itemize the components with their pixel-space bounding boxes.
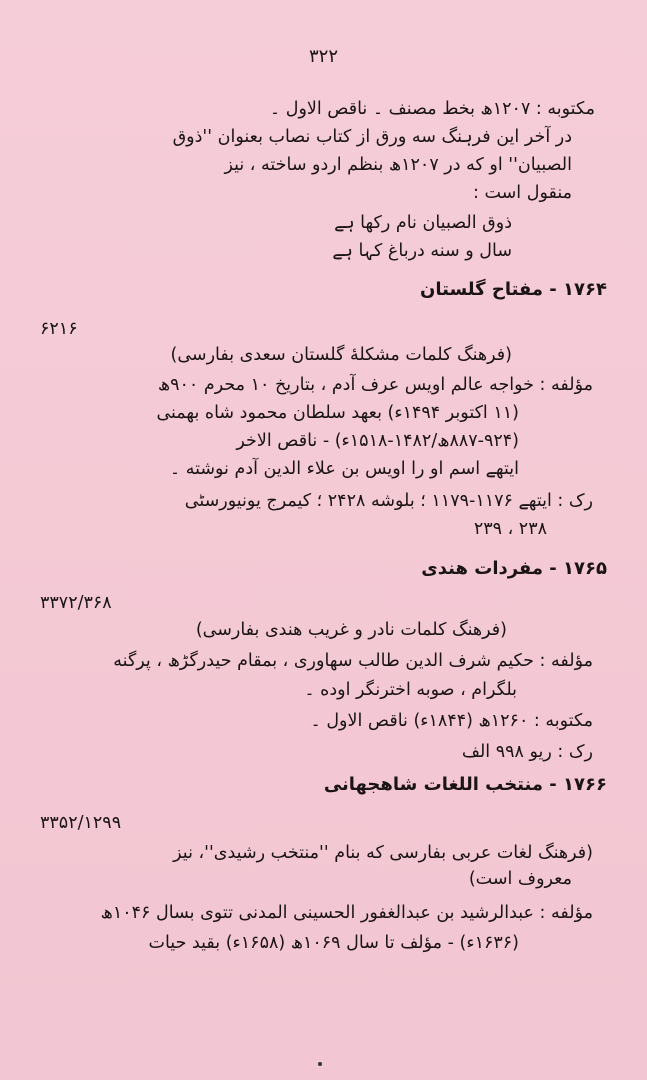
text-line: مؤلفه : خواجه عالم اویس عرف آدم ، بتاریخ ۱۰ محرم ۹۰۰ھ	[157, 375, 593, 395]
text-line: ۲۳۸ ، ۲۳۹	[473, 519, 547, 539]
verse-line: ذوق الصبیان نام رکھا ہے	[334, 213, 512, 233]
text-line: در آخر این فرہنگ سه ورق از کتاب نصاب بعنوان ''ذوق	[172, 127, 572, 147]
text-line: مکتوبه : ۱۲۰۷ھ بخط مصنف ۔ ناقص الاول ۔	[269, 99, 595, 119]
entry-code: ۳۳۷۲/۳۶۸	[40, 593, 112, 613]
text-line: منقول است :	[473, 183, 572, 203]
text-line: مؤلفه : حکیم شرف الدین طالب سهاوری ، بمقام حیدرگڑھ ، پرگنه	[113, 651, 593, 671]
text-line: (۸۸۷-۹۲۴ھ/۱۴۸۲-۱۵۱۸ء) - ناقص الاخر	[236, 431, 519, 451]
text-line: رک : ریو ۹۹۸ الف	[461, 742, 593, 762]
text-line: مؤلفه : عبدالرشید بن عبدالغفور الحسینی المدنی تتوی بسال ۱۰۴۶ھ	[100, 903, 593, 923]
page-number: ۳۲۲	[308, 46, 338, 67]
text-line: (۱۱ اکتوبر ۱۴۹۴ء) بعهد سلطان محمود شاه بهمنی	[156, 403, 519, 423]
verse-line: سال و سنه درباغ کہا ہے	[332, 241, 512, 261]
entry-heading: ۱۷۶۴ - مفتاح گلستان	[419, 279, 607, 300]
text-line: بلگرام ، صوبه اخترنگر اوده ۔	[304, 680, 517, 700]
text-line: مکتوبه : ۱۲۶۰ھ (۱۸۴۴ء) ناقص الاول ۔	[310, 711, 593, 731]
page-mark	[318, 1062, 322, 1066]
text-line: ایتھے اسم او را اویس بن علاء الدین آدم نوشته ۔	[169, 459, 519, 479]
entry-code: ۳۳۵۲/۱۲۹۹	[40, 813, 122, 833]
entry-heading: ۱۷۶۶ - منتخب اللغات شاهجهانی	[323, 774, 607, 795]
text-line: رک : ایتھے ۱۱۷۶-۱۱۷۹ ؛ بلوشه ۲۴۲۸ ؛ کیمرج یونیورسٹی	[184, 491, 593, 511]
entry-heading: ۱۷۶۵ - مفردات هندی	[421, 558, 607, 579]
text-line: (فرهنگ لغات عربی بفارسی که بنام ''منتخب رشیدی''، نیز	[173, 843, 593, 863]
text-line: (فرهنگ کلمات نادر و غریب هندی بفارسی)	[195, 620, 507, 640]
entry-code: ۶۲۱۶	[40, 319, 78, 339]
text-line: معروف است)	[468, 869, 572, 889]
text-line: (۱۶۳۶ء) - مؤلف تا سال ۱۰۶۹ھ (۱۶۵۸ء) بقید حیات	[148, 933, 519, 953]
text-line: (فرهنگ کلمات مشکلهٔ گلستان سعدی بفارسی)	[170, 345, 512, 365]
text-line: الصبیان'' او که در ۱۲۰۷ھ بنظم اردو ساخته ، نیز	[224, 155, 572, 175]
